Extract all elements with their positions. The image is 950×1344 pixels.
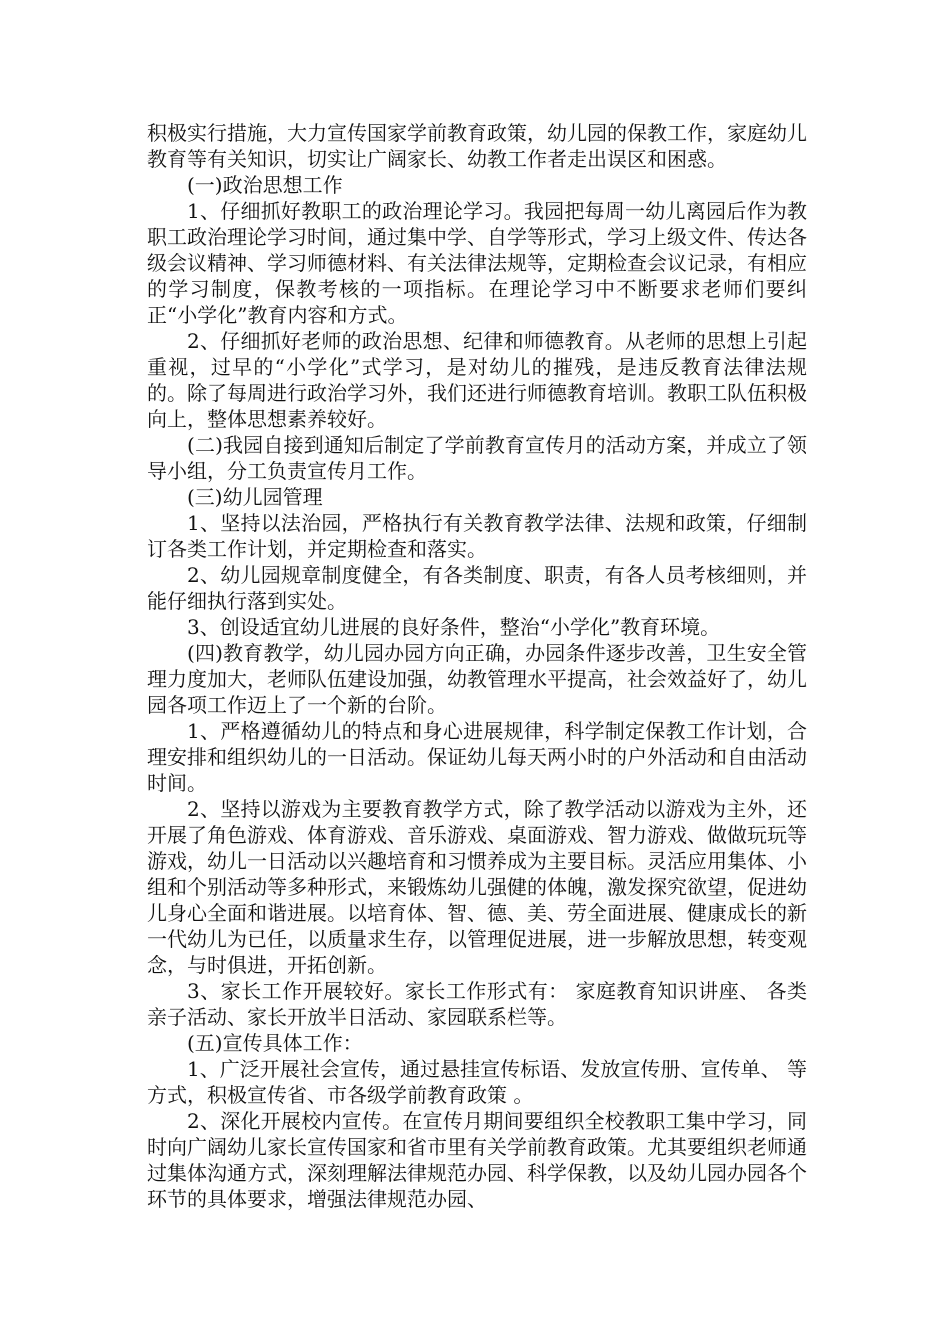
paragraph-social-publicity: 1、广泛开展社会宣传，通过悬挂宣传标语、发放宣传册、宣传单、 等方式，积极宣传省、市各级学前教育政策 。 xyxy=(147,1057,807,1107)
heading-political-work: (一)政治思想工作 xyxy=(187,173,343,197)
heading-kindergarten-management: (三)幼儿园管理 xyxy=(187,485,323,509)
paragraph-theory-study: 1、仔细抓好教职工的政治理论学习。我园把每周一幼儿离园后作为教职工政治理论学习时间，通过集中学、自学等形式，学习上级文件、传达各级会议精神、学习师德材料、有关法律法规等，定期检查会议记录，有相应的学习制度，保教考核的一项指标。在理论学习中不断要求老师们要纠正“小学化”教育内容和方式。 xyxy=(147,199,807,327)
paragraph-intro: 积极实行措施，大力宣传国家学前教育政策，幼儿园的保教工作，家庭幼儿教育等有关知识，切实让广阔家长、幼教工作者走出误区和困惑。 xyxy=(147,121,807,171)
paragraph-rule-of-law: 1、坚持以法治园，严格执行有关教育教学法律、法规和政策，仔细制订各类工作计划，并定期检查和落实。 xyxy=(147,511,807,561)
document-body xyxy=(147,120,807,1212)
heading-publicity-work: (五)宣传具体工作： xyxy=(187,1031,363,1055)
paragraph-regulations: 2、幼儿园规章制度健全，有各类制度、职责，有各人员考核细则，并能仔细执行落到实处。 xyxy=(147,563,807,613)
paragraph-school-publicity: 2、深化开展校内宣传。在宣传月期间要组织全校教职工集中学习，同时向广阔幼儿家长宣传国家和省市里有关学前教育政策。尤其要组织老师通过集体沟通方式，深刻理解法律规范办园、科学保教，以及幼儿园办园各个环节的具体要求，增强法律规范办园、 xyxy=(147,1109,807,1211)
paragraph-daily-activities: 1、严格遵循幼儿的特点和身心进展规律，科学制定保教工作计划，合理安排和组织幼儿的一日活动。保证幼儿每天两小时的户外活动和自由活动时间。 xyxy=(147,719,807,795)
heading-education-teaching: (四)教育教学，幼儿园办园方向正确，办园条件逐步改善，卫生安全管理力度加大，老师队伍建设加强，幼教管理水平提高，社会效益好了，幼儿园各项工作迈上了一个新的台阶。 xyxy=(147,641,807,717)
paragraph-publicity-plan: (二)我园自接到通知后制定了学前教育宣传月的活动方案，并成立了领导小组，分工负责宣传月工作。 xyxy=(147,433,807,483)
paragraph-ethics-education: 2、仔细抓好老师的政治思想、纪律和师德教育。从老师的思想上引起重视，过早的“小学化”式学习，是对幼儿的摧残，是违反教育法律法规的。除了每周进行政治学习外，我们还进行师德教育培训。教职工队伍积极向上，整体思想素养较好。 xyxy=(147,329,807,431)
paragraph-parent-work: 3、家长工作开展较好。家长工作形式有： 家庭教育知识讲座、 各类亲子活动、家长开放半日活动、家园联系栏等。 xyxy=(147,979,807,1029)
paragraph-games: 2、坚持以游戏为主要教育教学方式，除了教学活动以游戏为主外，还开展了角色游戏、体育游戏、音乐游戏、桌面游戏、智力游戏、做做玩玩等游戏，幼儿一日活动以兴趣培育和习惯养成为主要目标。灵活应用集体、小组和个别活动等多种形式，来锻炼幼儿强健的体魄，激发探究欲望，促进幼儿身心全面和谐进展。以培育体、智、德、美、劳全面进展、健康成长的新一代幼儿为已任，以质量求生存，以管理促进展，进一步解放思想，转变观念，与时俱进，开拓创新。 xyxy=(147,797,807,977)
paragraph-environment: 3、创设适宜幼儿进展的良好条件，整治“小学化”教育环境。 xyxy=(187,615,721,639)
